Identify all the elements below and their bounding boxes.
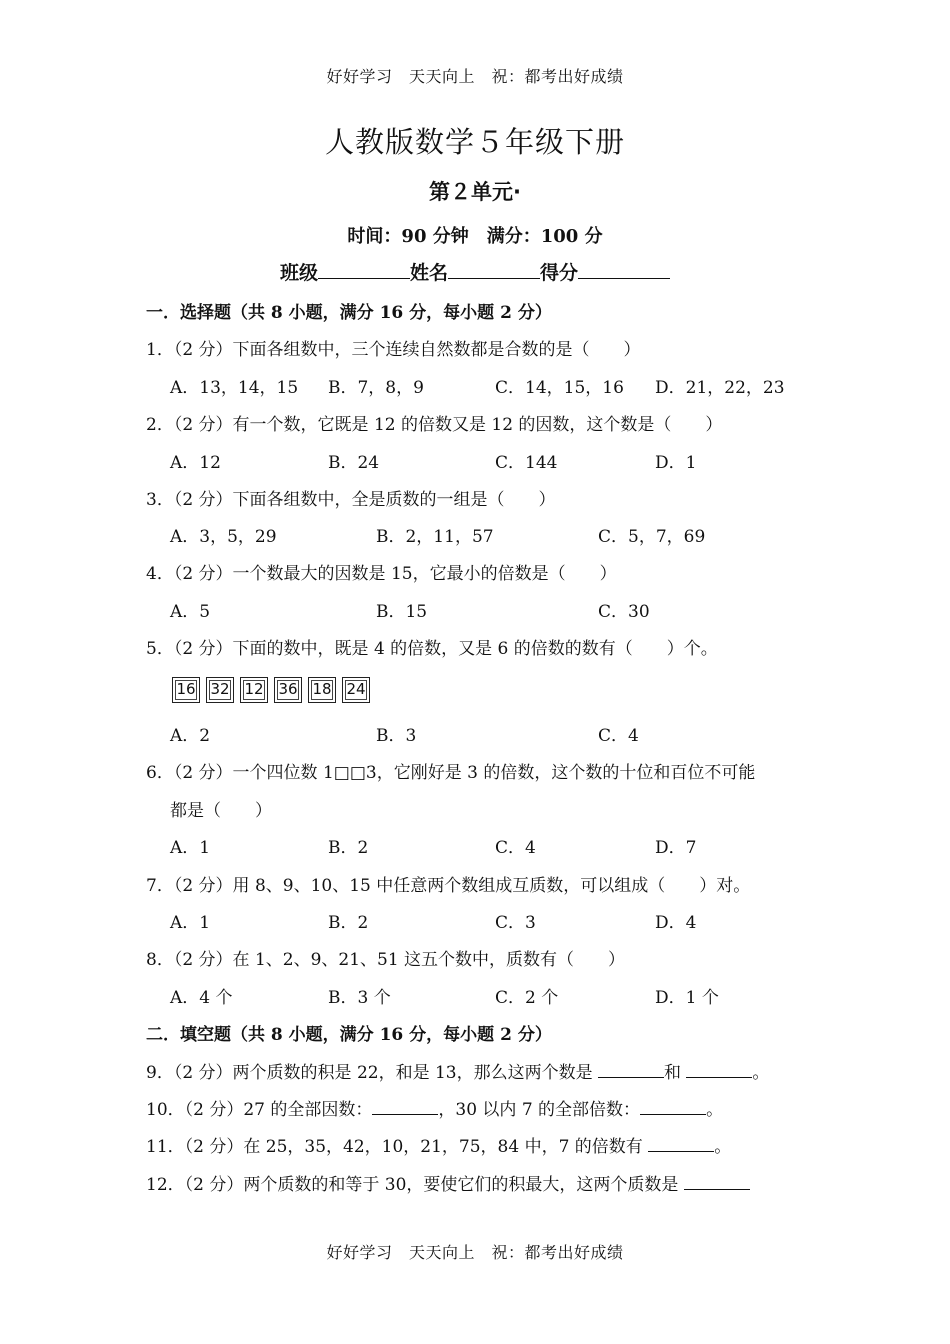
question-1: 1．（2 分）下面各组数中，三个连续自然数都是合数的是（ ） bbox=[146, 340, 641, 360]
q10-mid: ，30 以内 7 的全部倍数： bbox=[438, 1100, 641, 1120]
question-4: 4．（2 分）一个数最大的因数是 15，它最小的倍数是（ ） bbox=[146, 564, 617, 584]
q7-option-c: C．3 bbox=[495, 913, 536, 933]
question-12 bbox=[146, 1170, 750, 1195]
section-fill-heading: 二．填空题（共 8 小题，满分 16 分，每小题 2 分） bbox=[146, 1025, 552, 1045]
number-box: 18 bbox=[308, 677, 336, 703]
class-label: 班级 bbox=[279, 262, 318, 284]
question-11 bbox=[146, 1132, 731, 1157]
answer-blank[interactable] bbox=[598, 1063, 664, 1078]
q8-option-d: D．1 个 bbox=[655, 988, 719, 1008]
q1-option-d: D．21，22，23 bbox=[655, 378, 785, 398]
q5-option-a: A．2 bbox=[170, 726, 211, 746]
question-7: 7．（2 分）用 8、9、10、15 中任意两个数组成互质数，可以组成（ ）对。 bbox=[146, 876, 751, 896]
answer-blank[interactable] bbox=[684, 1175, 750, 1190]
question-10 bbox=[146, 1095, 723, 1120]
page-header: 好好学习 天天向上 祝：都考出好成绩 bbox=[326, 67, 624, 86]
name-blank bbox=[448, 260, 540, 279]
page-title: 人教版数学５年级下册 bbox=[324, 125, 625, 159]
q2-option-a: A．12 bbox=[170, 453, 221, 473]
q9-text: 9．（2 分）两个质数的积是 22，和是 13，那么这两个数是 bbox=[146, 1063, 593, 1083]
score-label: 得分 bbox=[540, 262, 579, 284]
student-info-line bbox=[0, 258, 950, 285]
page-footer: 好好学习 天天向上 祝：都考出好成绩 bbox=[326, 1243, 624, 1262]
q1-option-b: B．7，8，9 bbox=[328, 378, 424, 398]
q6-option-d: D．7 bbox=[655, 838, 697, 858]
class-blank bbox=[318, 260, 410, 279]
answer-blank[interactable] bbox=[648, 1137, 714, 1152]
q8-option-c: C．2 个 bbox=[495, 988, 559, 1008]
q7-option-a: A．1 bbox=[170, 913, 211, 933]
q6-option-a: A．1 bbox=[170, 838, 211, 858]
number-box: 32 bbox=[206, 677, 234, 703]
q9-and: 和 bbox=[664, 1063, 682, 1083]
q1-option-c: C．14，15，16 bbox=[495, 378, 624, 398]
q4-option-c: C．30 bbox=[598, 602, 650, 622]
number-box: 12 bbox=[240, 677, 268, 703]
question-6-continued: 都是（ ） bbox=[170, 801, 272, 821]
number-box: 36 bbox=[274, 677, 302, 703]
q3-option-b: B．2，11，57 bbox=[376, 527, 494, 547]
time-score-line: 时间：90 分钟 满分：100 分 bbox=[347, 226, 603, 247]
q7-option-b: B．2 bbox=[328, 913, 369, 933]
q2-option-b: B．24 bbox=[328, 453, 380, 473]
q6-option-c: C．4 bbox=[495, 838, 536, 858]
answer-blank[interactable] bbox=[640, 1100, 706, 1115]
question-2: 2．（2 分）有一个数，它既是 12 的倍数又是 12 的因数，这个数是（ ） bbox=[146, 415, 723, 435]
q5-option-c: C．4 bbox=[598, 726, 639, 746]
q11-end: 。 bbox=[714, 1137, 732, 1157]
q2-option-c: C．144 bbox=[495, 453, 558, 473]
q12-text: 12．（2 分）两个质数的和等于 30，要使它们的积最大，这两个质数是 bbox=[146, 1175, 679, 1195]
question-3: 3．（2 分）下面各组数中，全是质数的一组是（ ） bbox=[146, 490, 556, 510]
name-label: 姓名 bbox=[409, 262, 448, 284]
q2-option-d: D．1 bbox=[655, 453, 697, 473]
q8-option-b: B．3 个 bbox=[328, 988, 391, 1008]
question-8: 8．（2 分）在 1、2、9、21、51 这五个数中，质数有（ ） bbox=[146, 950, 626, 970]
q1-option-a: A．13，14，15 bbox=[170, 378, 299, 398]
q6-option-b: B．2 bbox=[328, 838, 369, 858]
number-box: 16 bbox=[172, 677, 200, 703]
q7-option-d: D．4 bbox=[655, 913, 697, 933]
q9-end: 。 bbox=[752, 1063, 770, 1083]
answer-blank[interactable] bbox=[372, 1100, 438, 1115]
section-choice-heading: 一．选择题（共 8 小题，满分 16 分，每小题 2 分） bbox=[146, 303, 552, 323]
question-6: 6．（2 分）一个四位数 1□□3，它刚好是 3 的倍数，这个数的十位和百位不可能 bbox=[146, 763, 756, 783]
q10-text: 10．（2 分）27 的全部因数： bbox=[146, 1100, 373, 1120]
q3-option-a: A．3，5，29 bbox=[170, 527, 277, 547]
unit-subtitle: 第２单元· bbox=[429, 180, 521, 204]
q4-option-a: A．5 bbox=[170, 602, 211, 622]
q5-option-b: B．3 bbox=[376, 726, 417, 746]
q10-end: 。 bbox=[706, 1100, 724, 1120]
q4-option-b: B．15 bbox=[376, 602, 428, 622]
q3-option-c: C．5，7，69 bbox=[598, 527, 706, 547]
q11-text: 11．（2 分）在 25，35，42，10，21，75，84 中，7 的倍数有 bbox=[146, 1137, 643, 1157]
question-9 bbox=[146, 1058, 769, 1083]
question-5: 5．（2 分）下面的数中，既是 4 的倍数，又是 6 的倍数的数有（ ）个。 bbox=[146, 639, 718, 659]
score-blank bbox=[578, 260, 670, 279]
number-box: 24 bbox=[342, 677, 370, 703]
answer-blank[interactable] bbox=[686, 1063, 752, 1078]
q8-option-a: A．4 个 bbox=[170, 988, 233, 1008]
